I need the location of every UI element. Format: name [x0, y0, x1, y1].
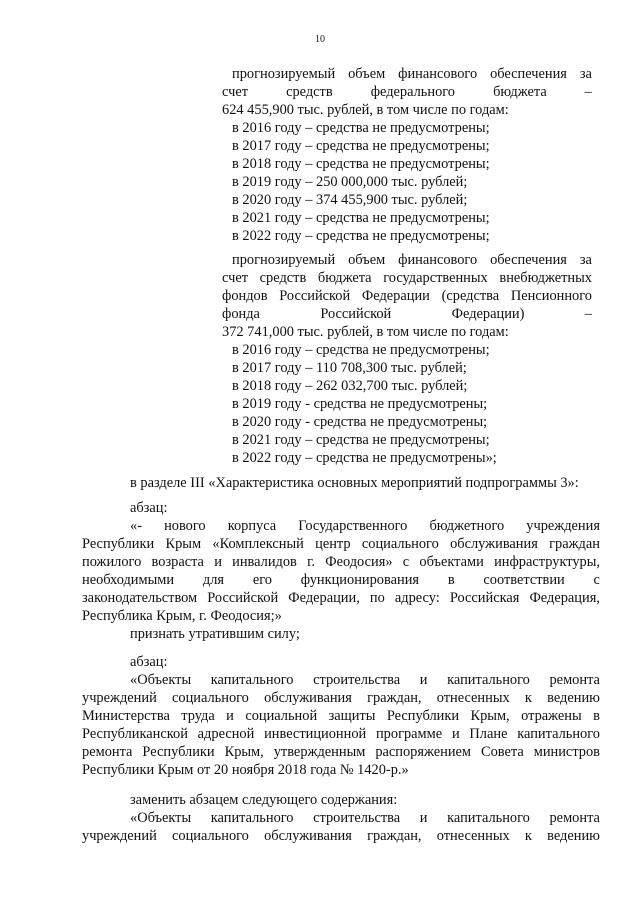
- pension-funding-year-2022: в 2022 году – средства не предусмотрены»;: [232, 450, 497, 466]
- word: министров: [533, 744, 600, 760]
- word: Российской: [320, 306, 392, 322]
- word: инвестиционной: [264, 726, 367, 742]
- word: ремонта: [549, 810, 600, 826]
- word: отнесенных: [436, 828, 510, 844]
- word: «-: [130, 518, 142, 534]
- word: ремонта: [82, 744, 133, 760]
- word: инвалидов: [232, 554, 297, 570]
- word: для: [202, 572, 225, 588]
- federal-funding-year-2020: в 2020 году – 374 455,900 тыс. рублей;: [232, 192, 468, 208]
- word: Крым: [165, 536, 202, 552]
- quote2-line-2: [82, 690, 600, 707]
- word: бюджета: [317, 270, 372, 286]
- word: социального: [361, 536, 439, 552]
- quote2-line-5: [82, 744, 600, 761]
- word: Федерации,: [288, 590, 360, 606]
- word: к: [524, 828, 532, 844]
- word: объем: [348, 66, 386, 82]
- word: учреждения: [526, 518, 600, 534]
- word: функционирования: [300, 572, 420, 588]
- word: капитального: [517, 726, 600, 742]
- word: объектами: [419, 554, 484, 570]
- word: Российская: [449, 590, 520, 606]
- word: пожилого: [82, 554, 142, 570]
- word: объем: [348, 252, 386, 268]
- quote2-line-1: [130, 672, 600, 689]
- word: капитального: [447, 672, 530, 688]
- word: –: [584, 306, 592, 322]
- word: учреждений: [82, 690, 157, 706]
- word: Российской: [207, 590, 279, 606]
- pension-funding-line-1: [232, 252, 592, 269]
- word: Совета: [481, 744, 524, 760]
- word: нового: [164, 518, 206, 534]
- word: бюджетного: [429, 518, 505, 534]
- quote2-line-3: [82, 708, 600, 725]
- quote2-line-4: [82, 726, 600, 743]
- word: с: [402, 554, 410, 570]
- word: социальной: [245, 708, 318, 724]
- word: фондов: [222, 288, 268, 304]
- word: ведению: [547, 690, 600, 706]
- word: обслуживания: [264, 828, 352, 844]
- word: г.: [307, 554, 315, 570]
- word: капитального: [210, 810, 294, 826]
- word: (средства: [441, 288, 500, 304]
- word: Пенсионного: [510, 288, 592, 304]
- pension-funding-year-2019: в 2019 году - средства не предусмотрены;: [232, 396, 488, 412]
- word: обслуживания: [264, 690, 352, 706]
- word: учреждений: [82, 828, 157, 844]
- word: –: [584, 84, 592, 100]
- word: Республики: [82, 536, 155, 552]
- word: «Объекты: [130, 672, 192, 688]
- word: Федерации: [361, 288, 430, 304]
- word: Федерация,: [529, 590, 600, 606]
- word: отражены: [521, 708, 582, 724]
- word: инфраструктуры,: [494, 554, 600, 570]
- word: обслуживания: [450, 536, 538, 552]
- word: за: [579, 252, 592, 268]
- word: социального: [172, 828, 249, 844]
- word: Министерства: [82, 708, 170, 724]
- word: Плане: [469, 726, 508, 742]
- word: капитального: [447, 810, 530, 826]
- word: Республики: [386, 708, 460, 724]
- word: строительства: [313, 672, 401, 688]
- word: граждан: [549, 536, 600, 552]
- word: и: [214, 554, 222, 570]
- word: необходимыми: [82, 572, 175, 588]
- word: утвержденным: [273, 744, 366, 760]
- pension-funding-year-2018: в 2018 году – 262 032,700 тыс. рублей;: [232, 378, 468, 394]
- word: Российской: [279, 288, 351, 304]
- word: Республиканской: [82, 726, 188, 742]
- quote1-line-3: [82, 554, 600, 571]
- federal-funding-line-2: [222, 84, 592, 101]
- pension-funding-year-2017: в 2017 году – 110 708,300 тыс. рублей;: [232, 360, 467, 376]
- word: адресной: [197, 726, 255, 742]
- word: Феодосия»: [325, 554, 393, 570]
- word: возраста: [151, 554, 204, 570]
- word: центр: [315, 536, 351, 552]
- word: законодательством: [82, 590, 198, 606]
- word: «Объекты: [130, 810, 192, 826]
- pension-funding-year-2016: в 2016 году – средства не предусмотрены;: [232, 342, 490, 358]
- word: и: [226, 708, 234, 724]
- word: труда: [181, 708, 215, 724]
- word: финансового: [398, 66, 478, 82]
- quote1-line-5: [82, 590, 600, 607]
- quote1-line-1: [130, 518, 600, 535]
- word: социального: [172, 690, 249, 706]
- federal-funding-year-2018: в 2018 году – средства не предусмотрены;: [232, 156, 490, 172]
- word: за: [579, 66, 592, 82]
- word: капитального: [210, 672, 294, 688]
- federal-funding-year-2017: в 2017 году – средства не предусмотрены;: [232, 138, 490, 154]
- page-number: 10: [315, 34, 325, 45]
- word: Республики: [142, 744, 215, 760]
- quote2-line-6: Республики Крым от 20 ноября 2018 года № 1420-р.»: [82, 762, 409, 778]
- word: обеспечения: [490, 66, 567, 82]
- word: счет: [222, 84, 249, 100]
- word: программе: [375, 726, 443, 742]
- section-reference: в разделе III «Характеристика основных мероприятий подпрограммы 3»:: [130, 475, 579, 491]
- federal-funding-year-2019: в 2019 году – 250 000,000 тыс. рублей;: [232, 174, 468, 190]
- word: и: [419, 672, 428, 688]
- quote1-line-2: [82, 536, 600, 553]
- word: прогнозируемый: [232, 252, 336, 268]
- word: в: [447, 572, 455, 588]
- word: граждан,: [367, 828, 422, 844]
- word: счет: [222, 270, 249, 286]
- word: средств: [286, 84, 333, 100]
- word: финансового: [398, 252, 478, 268]
- word: государственных: [383, 270, 488, 286]
- word: Крым,: [224, 744, 264, 760]
- word: прогнозируемый: [232, 66, 336, 82]
- word: бюджета: [493, 84, 547, 100]
- pension-funding-year-2020: в 2020 году - средства не предусмотрены;: [232, 414, 488, 430]
- word: его: [252, 572, 272, 588]
- word: Государственного: [298, 518, 408, 534]
- paragraph-label-2: абзац:: [130, 654, 168, 670]
- quote3-line-1: [130, 810, 600, 827]
- word: распоряжением: [375, 744, 472, 760]
- word: фонда: [222, 306, 260, 322]
- word: внебюджетных: [499, 270, 592, 286]
- pension-funding-year-2021: в 2021 году – средства не предусмотрены;: [232, 432, 490, 448]
- word: в: [593, 708, 600, 724]
- quote1-line-4: [82, 572, 600, 589]
- word: соответствии: [483, 572, 565, 588]
- word: строительства: [313, 810, 401, 826]
- federal-funding-year-2016: в 2016 году – средства не предусмотрены;: [232, 120, 490, 136]
- federal-funding-total: 624 455,900 тыс. рублей, в том числе по годам:: [222, 102, 509, 118]
- word: федерального: [370, 84, 456, 100]
- word: адресу:: [394, 590, 440, 606]
- pension-funding-line-2: [222, 270, 592, 287]
- word: отнесенных: [436, 690, 510, 706]
- word: обеспечения: [490, 252, 567, 268]
- federal-funding-line-1: [232, 66, 592, 83]
- word: ремонта: [549, 672, 600, 688]
- replace-instruction: заменить абзацем следующего содержания:: [130, 792, 398, 808]
- word: средств: [259, 270, 307, 286]
- word: Крым,: [470, 708, 510, 724]
- federal-funding-year-2022: в 2022 году – средства не предусмотрены;: [232, 228, 490, 244]
- pension-funding-line-4: [222, 306, 592, 323]
- word: граждан,: [367, 690, 422, 706]
- word: и: [419, 810, 428, 826]
- word: и: [451, 726, 460, 742]
- word: корпуса: [227, 518, 277, 534]
- word: по: [369, 590, 385, 606]
- quote3-line-2: [82, 828, 600, 845]
- pension-funding-line-3: [222, 288, 592, 305]
- word: ведению: [547, 828, 600, 844]
- paragraph-label-1: абзац:: [130, 500, 168, 516]
- invalidate-instruction: признать утратившим силу;: [130, 626, 300, 642]
- quote1-line-6: Республика Крым, г. Феодосия;»: [82, 608, 282, 624]
- word: защиты: [328, 708, 376, 724]
- word: к: [524, 690, 532, 706]
- word: «Комплексный: [212, 536, 304, 552]
- word: Федерации): [451, 306, 525, 322]
- pension-funding-total: 372 741,000 тыс. рублей, в том числе по годам:: [222, 324, 509, 340]
- federal-funding-year-2021: в 2021 году – средства не предусмотрены;: [232, 210, 490, 226]
- word: с: [593, 572, 600, 588]
